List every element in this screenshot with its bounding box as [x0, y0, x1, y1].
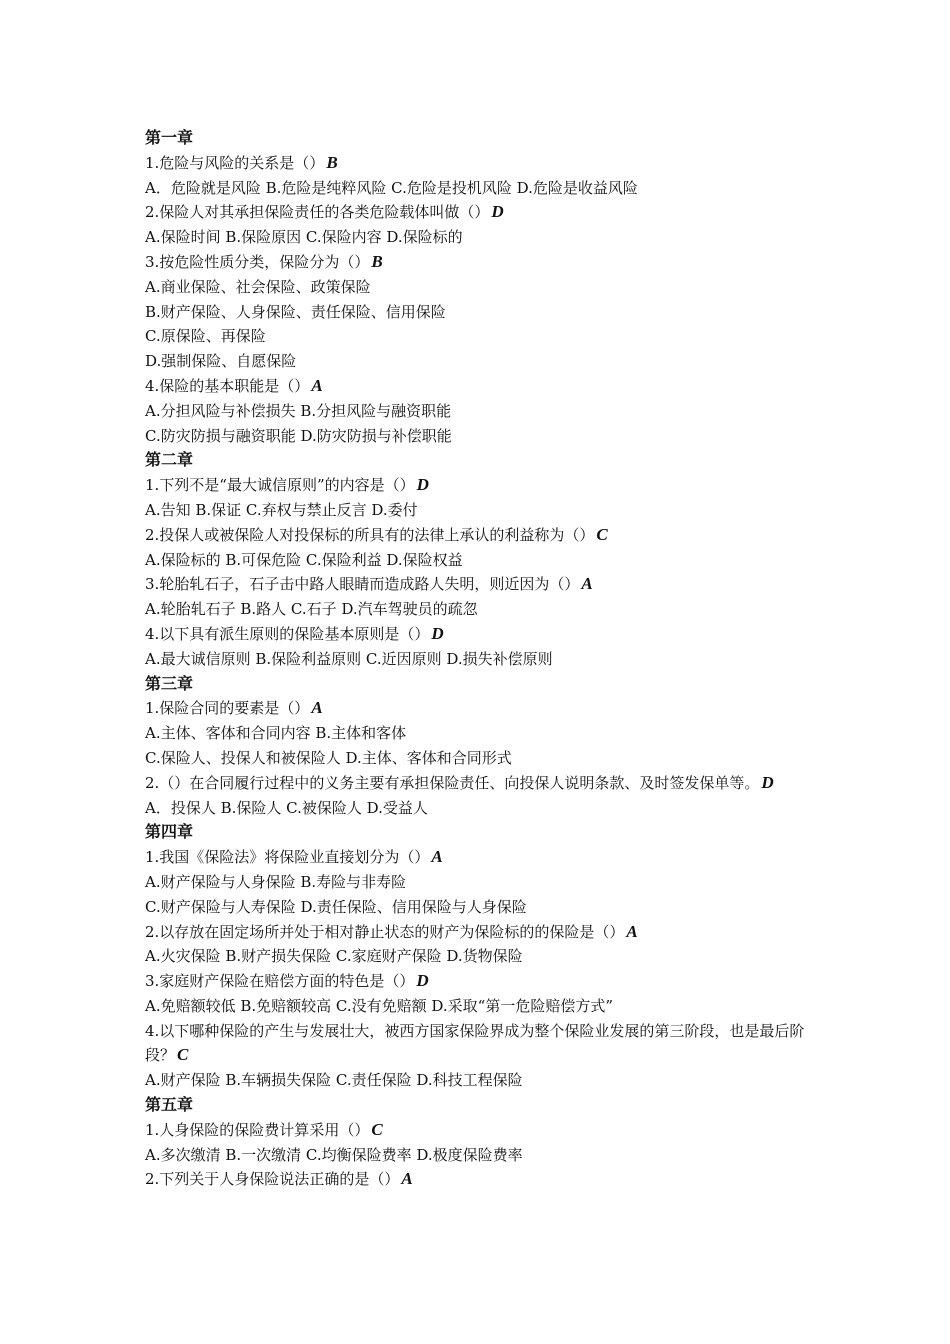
question-text: 2.以存放在固定场所并处于相对静止状态的财产为保险标的的保险是（） — [145, 922, 625, 941]
question-text: 1.我国《保险法》将保险业直接划分为（） — [145, 848, 430, 867]
answer-letter: C — [177, 1045, 189, 1065]
question-text: 3.按危险性质分类，保险分为（） — [145, 252, 370, 271]
chapter-heading: 第五章 — [145, 1095, 194, 1115]
question-text: 1.人身保险的保险费计算采用（） — [145, 1120, 370, 1139]
option-line — [145, 176, 815, 201]
option-text: A.火灾保险 B.财产损失保险 C.家庭财产保险 D.货物保险 — [145, 947, 523, 966]
option-text: C.财产保险与人寿保险 D.责任保险、信用保险与人身保险 — [145, 897, 527, 916]
option-line — [145, 548, 815, 573]
chapter-heading: 第四章 — [145, 822, 194, 842]
question-text: 2.（）在合同履行过程中的义务主要有承担保险责任、向投保人说明条款、及时签发保单等。 — [145, 773, 760, 792]
answer-letter: A — [401, 1169, 413, 1189]
option-line — [145, 275, 815, 300]
option-text: A．危险就是风险 B.危险是纯粹风险 C.危险是投机风险 D.危险是收益风险 — [145, 178, 638, 197]
option-text: B.财产保险、人身保险、责任保险、信用保险 — [145, 302, 446, 321]
option-line — [145, 746, 815, 771]
document-page — [145, 126, 815, 1192]
chapter-heading: 第三章 — [145, 673, 194, 693]
question-line — [145, 200, 815, 225]
option-text: A.告知 B.保证 C.弃权与禁止反言 D.委付 — [145, 500, 418, 519]
option-text: A.多次缴清 B.一次缴清 C.均衡保险费率 D.极度保险费率 — [145, 1145, 523, 1164]
option-line — [145, 424, 815, 449]
option-text: A.商业保险、社会保险、政策保险 — [145, 277, 371, 296]
answer-letter: D — [416, 971, 429, 991]
answer-letter: A — [581, 574, 593, 594]
question-line — [145, 250, 815, 275]
answer-letter: B — [371, 251, 383, 271]
option-line — [145, 399, 815, 424]
answer-letter: D — [416, 475, 429, 495]
option-text: A.财产保险 B.车辆损失保险 C.责任保险 D.科技工程保险 — [145, 1071, 523, 1090]
question-text: 4.以下哪种保险的产生与发展壮大，被西方国家保险界成为整个保险业发展的第三阶段，也是最后阶段？ — [145, 1021, 805, 1065]
option-line — [145, 647, 815, 672]
question-text: 1.危险与风险的关系是（） — [145, 153, 325, 172]
option-text: A.保险时间 B.保险原因 C.保险内容 D.保险标的 — [145, 228, 463, 247]
question-line — [145, 771, 815, 796]
question-line — [145, 845, 815, 870]
answer-letter: A — [311, 698, 323, 718]
answer-letter: A — [311, 375, 323, 395]
answer-letter: D — [431, 623, 444, 643]
question-line — [145, 969, 815, 994]
option-text: A.分担风险与补偿损失 B.分担风险与融资职能 — [145, 401, 452, 420]
question-text: 3.轮胎轧石子，石子击中路人眼睛而造成路人失明，则近因为（） — [145, 575, 580, 594]
option-text: A．投保人 B.保险人 C.被保险人 D.受益人 — [145, 798, 428, 817]
option-line — [145, 944, 815, 969]
option-line — [145, 1143, 815, 1168]
question-text: 2.下列关于人身保险说法正确的是（） — [145, 1170, 400, 1189]
question-text: 4.以下具有派生原则的保险基本原则是（） — [145, 624, 430, 643]
question-line — [145, 473, 815, 498]
option-text: C.原保险、再保险 — [145, 327, 266, 346]
question-line — [145, 622, 815, 647]
option-line — [145, 870, 815, 895]
answer-letter: B — [326, 152, 338, 172]
chapter-heading: 第一章 — [145, 128, 194, 147]
option-line — [145, 1068, 815, 1093]
question-line — [145, 1167, 815, 1192]
chapter-heading: 第二章 — [145, 450, 194, 470]
option-line — [145, 895, 815, 920]
option-line — [145, 597, 815, 622]
option-text: D.强制保险、自愿保险 — [145, 352, 297, 371]
option-text: A.最大诚信原则 B.保险利益原则 C.近因原则 D.损失补偿原则 — [145, 649, 553, 668]
question-line — [145, 696, 815, 721]
option-text: A.保险标的 B.可保危险 C.保险利益 D.保险权益 — [145, 550, 463, 569]
option-text: A.免赔额较低 B.免赔额较高 C.没有免赔额 D.采取“第一危险赔偿方式” — [145, 996, 614, 1015]
option-text: A.财产保险与人身保险 B.寿险与非寿险 — [145, 872, 407, 891]
option-line — [145, 324, 815, 349]
answer-letter: C — [371, 1119, 383, 1139]
question-text: 4.保险的基本职能是（） — [145, 376, 310, 395]
option-line — [145, 721, 815, 746]
question-text: 3.家庭财产保险在赔偿方面的特色是（） — [145, 972, 415, 991]
question-line — [145, 374, 815, 399]
answer-letter: D — [761, 772, 774, 792]
question-line — [145, 1118, 815, 1143]
question-line — [145, 1019, 815, 1069]
option-text: A.轮胎轧石子 B.路人 C.石子 D.汽车驾驶员的疏忽 — [145, 600, 478, 619]
option-line — [145, 225, 815, 250]
question-line — [145, 572, 815, 597]
question-line — [145, 151, 815, 176]
option-line — [145, 498, 815, 523]
answer-letter: D — [491, 202, 504, 222]
option-text: C.防灾防损与融资职能 D.防灾防损与补偿职能 — [145, 426, 452, 445]
answer-letter: A — [626, 921, 638, 941]
option-text: C.保险人、投保人和被保险人 D.主体、客体和合同形式 — [145, 748, 512, 767]
question-text: 1.保险合同的要素是（） — [145, 699, 310, 718]
answer-letter: A — [431, 847, 443, 867]
question-line — [145, 920, 815, 945]
answer-letter: C — [596, 524, 608, 544]
option-text: A.主体、客体和合同内容 B.主体和客体 — [145, 724, 407, 743]
question-text: 1.下列不是“最大诚信原则”的内容是（） — [145, 476, 415, 495]
option-line — [145, 796, 815, 821]
option-line — [145, 300, 815, 325]
option-line — [145, 994, 815, 1019]
question-line — [145, 523, 815, 548]
question-text: 2.保险人对其承担保险责任的各类危险载体叫做（） — [145, 203, 490, 222]
option-line — [145, 349, 815, 374]
question-text: 2.投保人或被保险人对投保标的所具有的法律上承认的利益称为（） — [145, 525, 595, 544]
